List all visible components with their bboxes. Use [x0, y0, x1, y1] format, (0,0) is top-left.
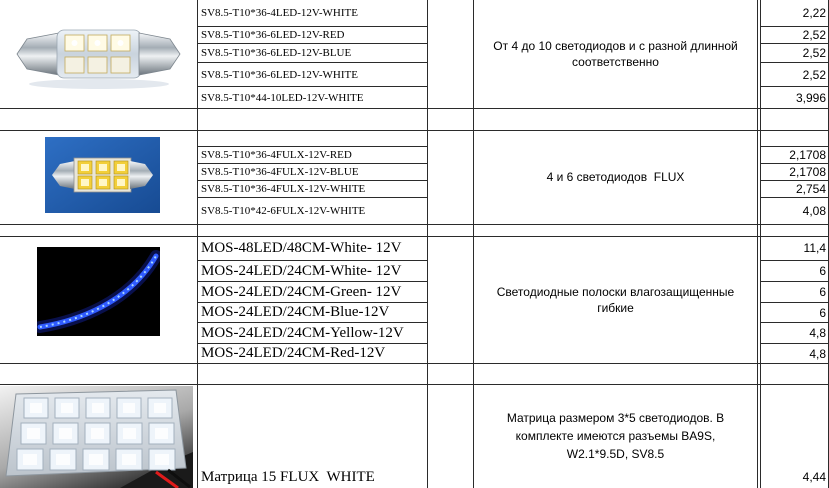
- description-cell: [474, 130, 757, 224]
- product-code: SV8.5-T10*36-6LED-12V-WHITE: [198, 62, 427, 86]
- price-cell: 4,8: [761, 343, 828, 363]
- price-cell: 6: [761, 281, 828, 302]
- product-section-festoon-flux: [0, 130, 829, 224]
- price-cell: 2,52: [761, 26, 828, 43]
- description-cell: [474, 0, 757, 108]
- led-strip-photo: [37, 247, 160, 336]
- product-section-festoon-led: [0, 0, 829, 108]
- festoon-flux-led-photo: [45, 137, 160, 213]
- product-code: MOS-24LED/24CM-Green- 12V: [198, 281, 427, 302]
- empty-row: [0, 363, 829, 384]
- product-code: MOS-48LED/48CM-White- 12V: [201, 239, 402, 256]
- grid-line: [0, 384, 829, 385]
- price-cell: 2,52: [761, 43, 828, 62]
- grid-line: [473, 0, 474, 488]
- product-code: SV8.5-T10*36-4FULX-12V-RED: [198, 146, 427, 163]
- price-cell: 4,8: [761, 322, 828, 343]
- product-code: Матрица 15 FLUX WHITE: [201, 468, 375, 485]
- description-line: 4 и 6 светодиодов FLUX: [546, 170, 685, 184]
- grid-line: [0, 108, 829, 109]
- grid-line: [427, 0, 428, 488]
- product-code: SV8.5-T10*36-4LED-12V-WHITE: [201, 7, 358, 19]
- product-code: MOS-24LED/24CM-White- 12V: [198, 260, 427, 281]
- product-code: SV8.5-T10*44-10LED-12V-WHITE: [198, 86, 427, 108]
- product-code: SV8.5-T10*42-6FULX-12V-WHITE: [198, 197, 427, 224]
- description-line: От 4 до 10 светодиодов и с разной длинной: [493, 39, 738, 53]
- product-section-led-strips: [0, 236, 829, 363]
- product-code: MOS-24LED/24CM-Blue-12V: [198, 302, 427, 322]
- description-line: гибкие: [597, 300, 634, 315]
- grid-line: [0, 363, 829, 364]
- description-line: Матрица размером 3*5 светодиодов. В: [506, 411, 725, 425]
- festoon-led-bulb-photo: [15, 14, 182, 94]
- product-code: MOS-24LED/24CM-Yellow-12V: [198, 322, 427, 343]
- price-cell: 6: [761, 302, 828, 322]
- price-cell: 3,996: [761, 86, 828, 108]
- price-cell: 2,1708: [761, 163, 828, 180]
- description-line: комплекте имеются разъемы BA9S,: [515, 429, 716, 443]
- grid-line: [0, 224, 829, 225]
- empty-row: [0, 108, 829, 130]
- price-cell: 2,22: [802, 6, 826, 20]
- price-cell: 6: [761, 260, 828, 281]
- price-cell: 2,52: [761, 62, 828, 86]
- price-cell: 2,754: [761, 180, 828, 197]
- product-code: SV8.5-T10*36-4FULX-12V-BLUE: [198, 163, 427, 180]
- grid-line: [197, 0, 198, 488]
- description-cell: [474, 236, 757, 363]
- empty-row: [0, 224, 829, 236]
- led-matrix-photo: [0, 386, 193, 488]
- grid-line: [760, 0, 761, 488]
- description-line: Светодиодные полоски влагозащищенные: [496, 284, 735, 299]
- price-cell: 4,44: [802, 470, 826, 484]
- price-cell: 2,1708: [761, 146, 828, 163]
- price-cell: 4,08: [761, 197, 828, 224]
- grid-line: [757, 0, 758, 488]
- product-code: SV8.5-T10*36-4FULX-12V-WHITE: [198, 180, 427, 197]
- grid-line: [0, 236, 829, 237]
- description-line: соответственно: [572, 55, 659, 69]
- product-section-led-matrix: [0, 384, 829, 488]
- description-cell: [474, 384, 757, 488]
- product-code: MOS-24LED/24CM-Red-12V: [198, 343, 427, 363]
- price-cell: 11,4: [803, 241, 826, 255]
- product-code: SV8.5-T10*36-6LED-12V-RED: [198, 26, 427, 43]
- grid-line: [0, 130, 829, 131]
- description-line: W2.1*9.5D, SV8.5: [566, 447, 665, 461]
- product-code: SV8.5-T10*36-6LED-12V-BLUE: [198, 43, 427, 62]
